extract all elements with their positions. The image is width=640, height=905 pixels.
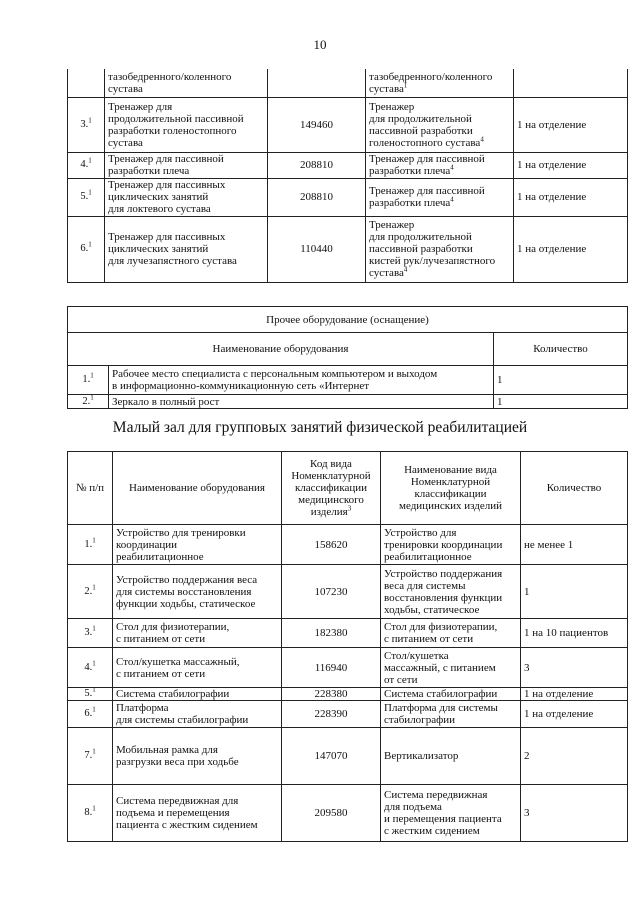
equipment-name: Тренажер для пассивных циклических занятий для лучезапястного сустава bbox=[105, 216, 268, 282]
nomenclature-kind: Стол для физиотерапии, с питанием от сети bbox=[381, 619, 521, 648]
row-number-text: 5. bbox=[80, 191, 89, 202]
row-number-text: 2. bbox=[84, 585, 93, 597]
nomenclature-kind: Система передвижная для подъема и перемещения пациента с жестким сидением bbox=[381, 785, 521, 842]
nomenclature-kind bbox=[366, 178, 514, 216]
equipment-name: Стол для физиотерапии, с питанием от сети bbox=[113, 619, 282, 648]
footnote-mark: 1 bbox=[88, 156, 92, 165]
equipment-name: Устройство для тренировки координации реабилитационное bbox=[113, 525, 282, 565]
footnote-mark: 3 bbox=[347, 504, 352, 513]
row-number-text: 3. bbox=[80, 118, 89, 130]
table-row bbox=[68, 619, 628, 648]
row-number-text: 1. bbox=[82, 374, 91, 385]
nomenclature-code: 209580 bbox=[282, 785, 381, 842]
col-quantity: Количество bbox=[521, 452, 628, 525]
footnote-mark: 1 bbox=[92, 536, 96, 544]
equipment-name: Тренажер для пассивных циклических занятий для локтевого сустава bbox=[105, 178, 268, 216]
nomenclature-kind-text: Тренажер для пассивной разработки плеча bbox=[369, 185, 485, 209]
nomenclature-code: 147070 bbox=[282, 728, 381, 785]
col-number: № п/п bbox=[68, 452, 113, 525]
row-number-text: 4. bbox=[84, 661, 93, 673]
nomenclature-kind: Устройство для тренировки координации реабилитационное bbox=[381, 525, 521, 565]
table-row bbox=[68, 97, 628, 152]
nomenclature-kind bbox=[366, 69, 514, 97]
equipment-name: Платформа для системы стабилографии bbox=[113, 701, 282, 728]
equipment-name: Система стабилографии bbox=[113, 688, 282, 701]
table-row bbox=[68, 701, 628, 728]
table-row bbox=[68, 69, 628, 97]
footnote-mark: 1 bbox=[92, 583, 96, 591]
nomenclature-kind-text: Тренажер для продолжительной пассивной разработки кистей рук/лучезапястного сустава bbox=[369, 219, 496, 279]
row-number bbox=[68, 688, 113, 701]
quantity: 1 на отделение bbox=[514, 152, 628, 178]
table-row bbox=[68, 688, 628, 701]
equipment-name: Тренажер для пассивной разработки плеча bbox=[105, 152, 268, 178]
table-row bbox=[68, 728, 628, 785]
col-quantity: Количество bbox=[494, 333, 628, 366]
row-number bbox=[68, 785, 113, 842]
nomenclature-code: 208810 bbox=[268, 178, 366, 216]
quantity: не менее 1 bbox=[521, 525, 628, 565]
nomenclature-kind-text: тазобедренного/коленного сустава bbox=[369, 70, 493, 95]
quantity: 1 на отделение bbox=[514, 97, 628, 152]
equipment-name: Устройство поддержания веса для системы восстановления функции ходьбы, статическое bbox=[113, 565, 282, 619]
table-row bbox=[68, 366, 628, 395]
quantity: 1 на отделение bbox=[514, 178, 628, 216]
nomenclature-code: 182380 bbox=[282, 619, 381, 648]
row-number bbox=[68, 619, 113, 648]
small-hall-equipment-table bbox=[67, 451, 628, 842]
nomenclature-kind bbox=[366, 152, 514, 178]
nomenclature-kind bbox=[366, 216, 514, 282]
row-number bbox=[68, 701, 113, 728]
footnote-mark: 1 bbox=[92, 804, 96, 813]
footnote-mark: 1 bbox=[90, 394, 94, 401]
nomenclature-code bbox=[268, 69, 366, 97]
row-number-text: 5. bbox=[84, 688, 93, 699]
row-number-text: 1. bbox=[84, 538, 93, 550]
nomenclature-kind-text: Тренажер для продолжительной пассивной разработки голеностопного сустава bbox=[369, 100, 481, 149]
table-row bbox=[68, 565, 628, 619]
footnote-mark: 1 bbox=[92, 687, 96, 694]
footnote-mark: 1 bbox=[92, 659, 96, 667]
equipment-table-continued bbox=[67, 69, 628, 283]
table-row bbox=[68, 216, 628, 282]
equipment-name: Рабочее место специалиста с персональным компьютером и выходом в информационно-коммуникационную сеть «Интернет bbox=[109, 366, 494, 395]
quantity: 2 bbox=[521, 728, 628, 785]
nomenclature-code: 149460 bbox=[268, 97, 366, 152]
equipment-name: Стол/кушетка массажный, с питанием от сети bbox=[113, 648, 282, 688]
table-row bbox=[68, 152, 628, 178]
nomenclature-code: 116940 bbox=[282, 648, 381, 688]
quantity: 1 на отделение bbox=[521, 701, 628, 728]
row-number bbox=[68, 216, 105, 282]
col-equipment-name: Наименование оборудования bbox=[113, 452, 282, 525]
footnote-mark: 1 bbox=[88, 240, 92, 249]
footnote-mark: 1 bbox=[88, 116, 92, 124]
equipment-name: Тренажер для продолжительной пассивной разработки голеностопного сустава bbox=[105, 97, 268, 152]
nomenclature-code: 228380 bbox=[282, 688, 381, 701]
footnote-mark: 4 bbox=[403, 265, 408, 274]
quantity: 1 на 10 пациентов bbox=[521, 619, 628, 648]
quantity: 1 на отделение bbox=[514, 216, 628, 282]
nomenclature-code: 110440 bbox=[268, 216, 366, 282]
row-number bbox=[68, 97, 105, 152]
row-number-text: 2. bbox=[82, 395, 91, 407]
col-nomenclature-code bbox=[282, 452, 381, 525]
other-equipment-title: Прочее оборудование (оснащение) bbox=[68, 307, 628, 333]
row-number-text: 6. bbox=[84, 708, 93, 719]
table-row bbox=[68, 525, 628, 565]
footnote-mark: 4 bbox=[480, 134, 484, 143]
equipment-name: Мобильная рамка для разгрузки веса при ходьбе bbox=[113, 728, 282, 785]
col-equipment-name: Наименование оборудования bbox=[68, 333, 494, 366]
row-number bbox=[68, 565, 113, 619]
row-number bbox=[68, 395, 109, 409]
page-number: 10 bbox=[313, 37, 327, 52]
row-number-text: 7. bbox=[84, 750, 93, 761]
nomenclature-kind-text: Тренажер для пассивной разработки плеча bbox=[369, 153, 485, 177]
footnote-mark: 1 bbox=[88, 188, 92, 197]
quantity: 1 bbox=[494, 395, 628, 409]
footnote-mark: 1 bbox=[90, 371, 94, 380]
row-number-text: 4. bbox=[80, 159, 89, 170]
row-number bbox=[68, 525, 113, 565]
quantity: 1 на отделение bbox=[521, 688, 628, 701]
nomenclature-kind: Вертикализатор bbox=[381, 728, 521, 785]
nomenclature-code: 208810 bbox=[268, 152, 366, 178]
nomenclature-kind: Система стабилографии bbox=[381, 688, 521, 701]
row-number bbox=[68, 178, 105, 216]
section-title: Малый зал для групповых занятий физической реабилитацией bbox=[112, 419, 528, 436]
footnote-mark: 4 bbox=[450, 163, 454, 172]
other-equipment-table bbox=[67, 306, 628, 409]
nomenclature-kind: Устройство поддержания веса для системы восстановления функции ходьбы, статическое bbox=[381, 565, 521, 619]
equipment-name: Зеркало в полный рост bbox=[109, 395, 494, 409]
col-nomenclature-kind: Наименование вида Номенклатурной классификации медицинских изделий bbox=[381, 452, 521, 525]
footnote-mark: 1 bbox=[92, 624, 96, 633]
quantity bbox=[514, 69, 628, 97]
quantity: 1 bbox=[521, 565, 628, 619]
table-row bbox=[68, 395, 628, 409]
nomenclature-code: 107230 bbox=[282, 565, 381, 619]
quantity: 3 bbox=[521, 785, 628, 842]
nomenclature-code: 228390 bbox=[282, 701, 381, 728]
col-code-label: Код вида Номенклатурной классификации медицинского изделия bbox=[291, 458, 371, 518]
quantity: 3 bbox=[521, 648, 628, 688]
footnote-mark: 1 bbox=[92, 747, 96, 756]
table-row bbox=[68, 648, 628, 688]
nomenclature-code: 158620 bbox=[282, 525, 381, 565]
row-number-text: 8. bbox=[84, 807, 93, 818]
row-number bbox=[68, 152, 105, 178]
row-number-text: 6. bbox=[80, 243, 89, 254]
nomenclature-kind bbox=[366, 97, 514, 152]
row-number bbox=[68, 648, 113, 688]
equipment-name: Система передвижная для подъема и перемещения пациента с жестким сидением bbox=[113, 785, 282, 842]
row-number bbox=[68, 69, 105, 97]
footnote-mark: 4 bbox=[450, 195, 454, 204]
table-row bbox=[68, 178, 628, 216]
nomenclature-kind: Стол/кушетка массажный, с питанием от сети bbox=[381, 648, 521, 688]
nomenclature-kind: Платформа для системы стабилографии bbox=[381, 701, 521, 728]
row-number bbox=[68, 366, 109, 395]
quantity: 1 bbox=[494, 366, 628, 395]
footnote-mark: 1 bbox=[92, 705, 96, 714]
row-number bbox=[68, 728, 113, 785]
equipment-name: тазобедренного/коленного сустава bbox=[105, 69, 268, 97]
footnote-mark: 1 bbox=[403, 81, 408, 90]
table-row bbox=[68, 785, 628, 842]
row-number-text: 3. bbox=[84, 627, 93, 638]
